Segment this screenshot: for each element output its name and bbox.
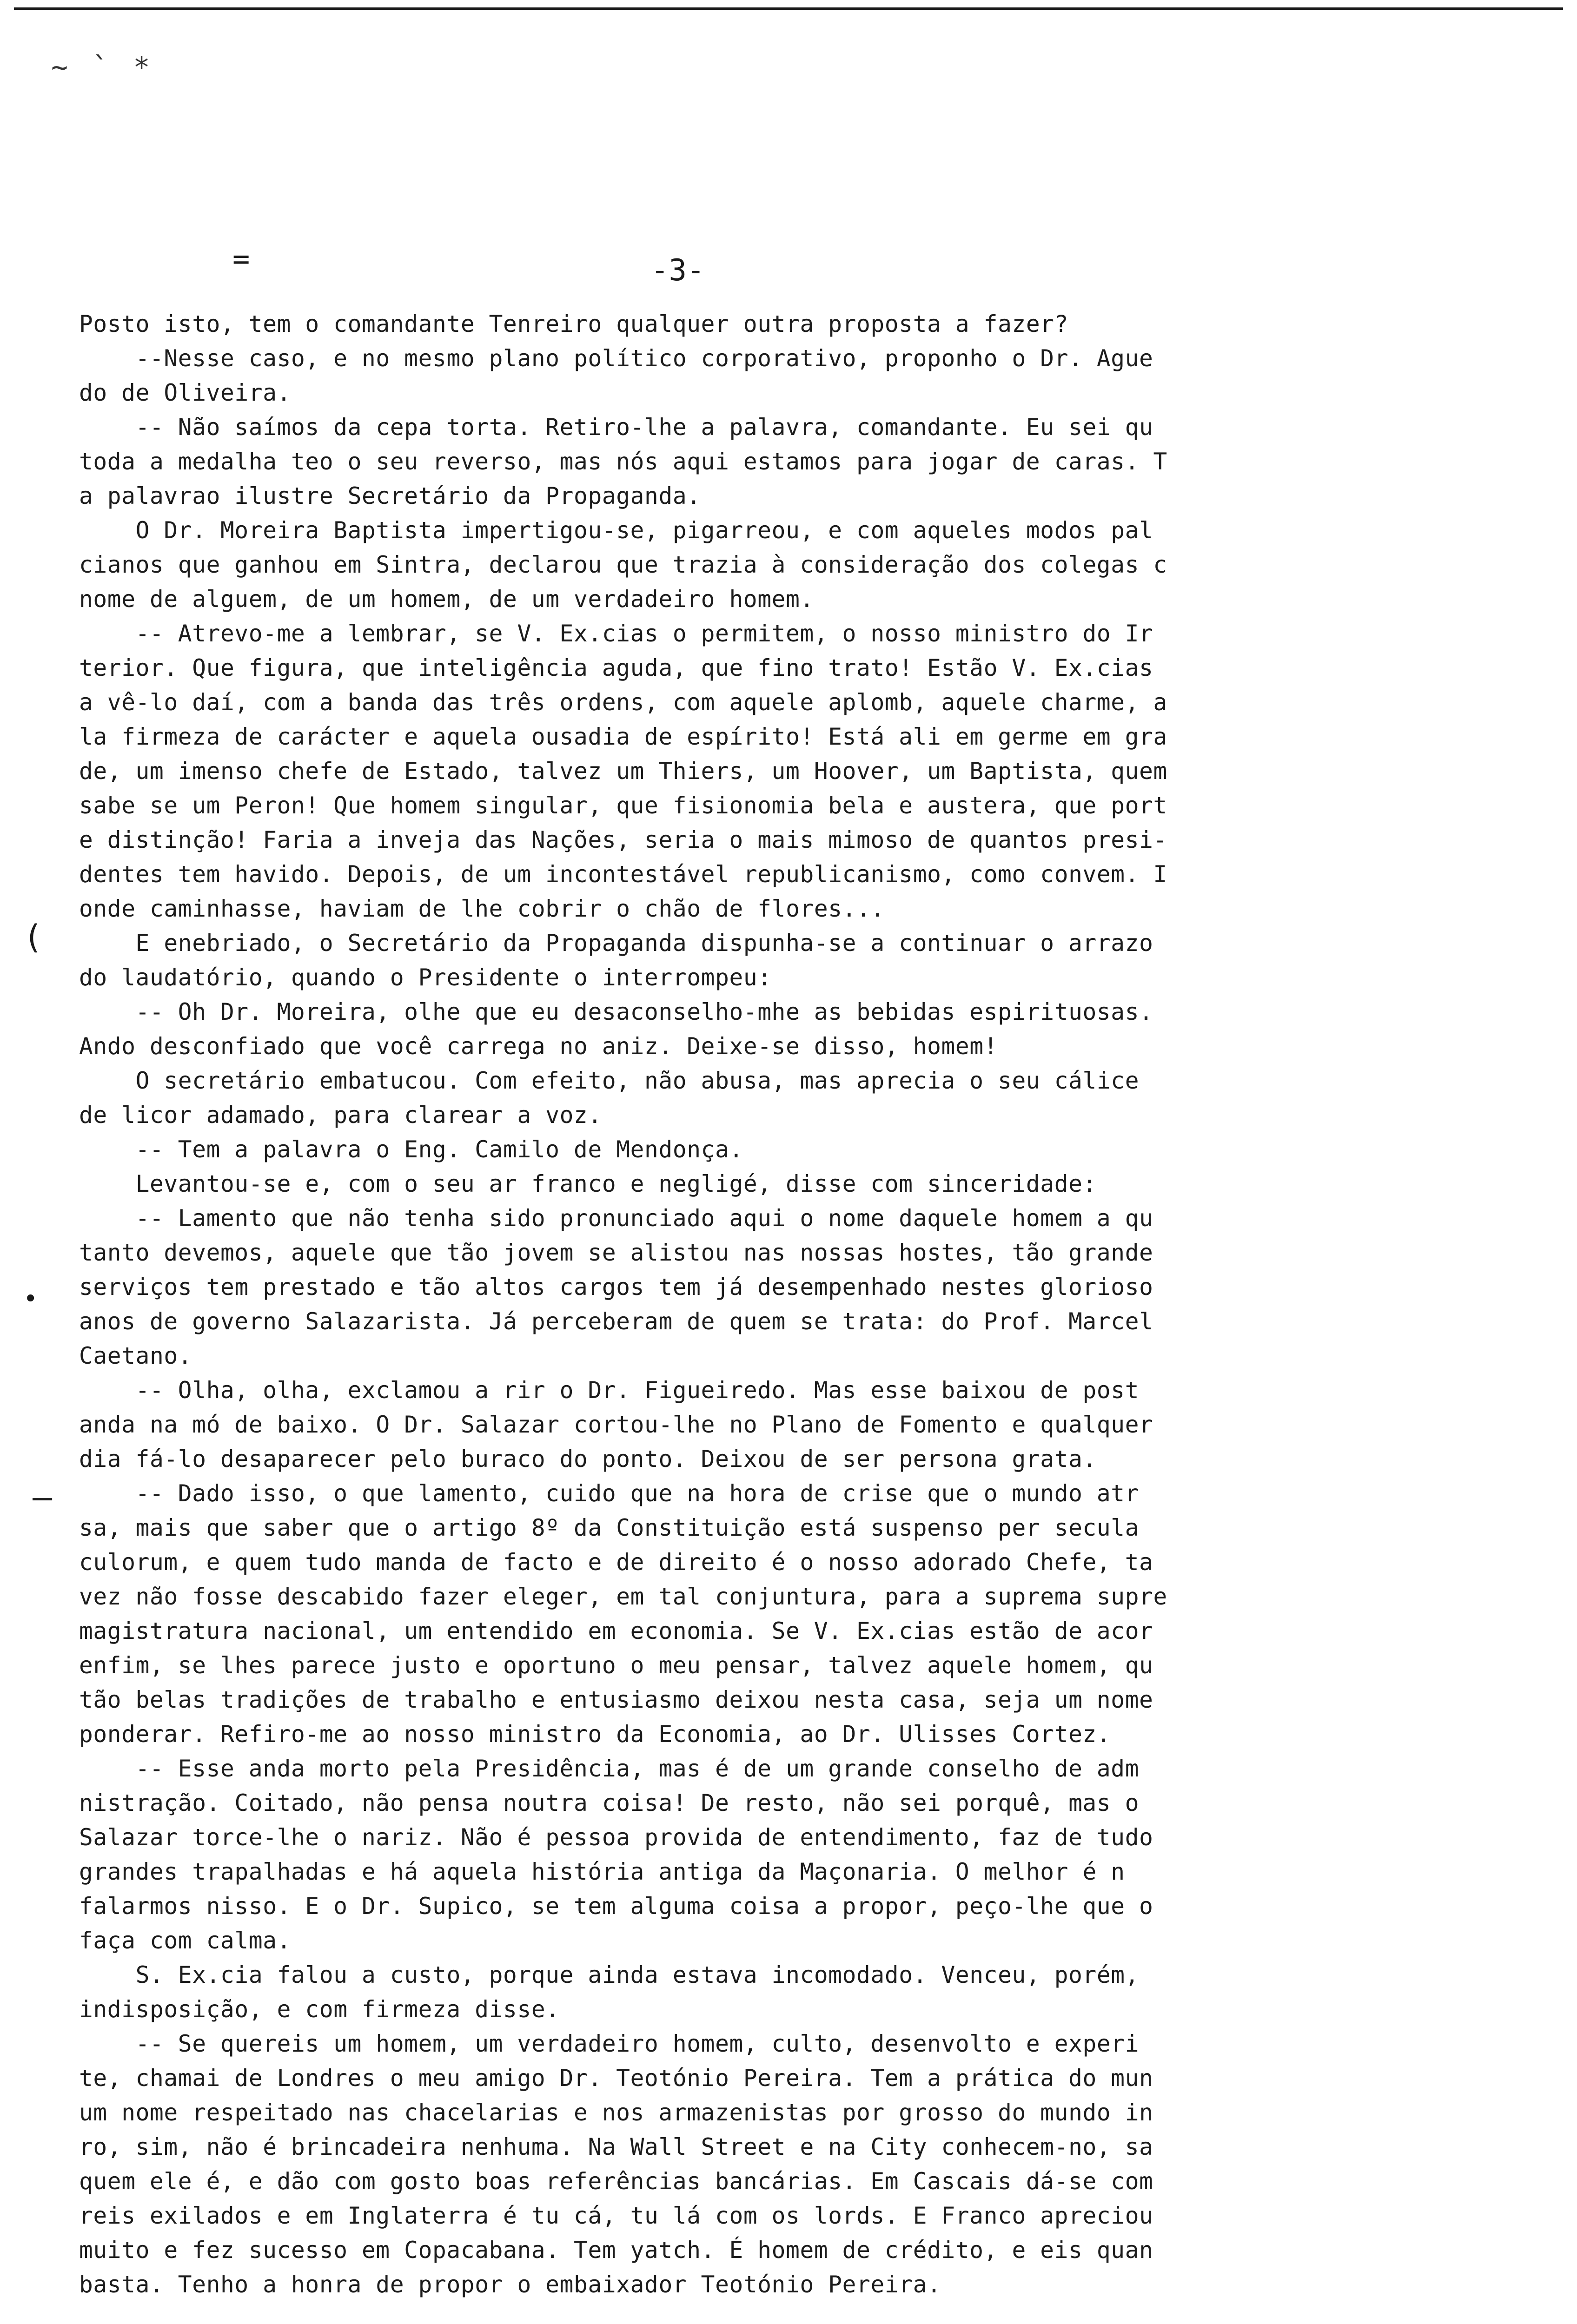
text-line: magistratura nacional, um entendido em economia. Se V. Ex.cias estão de acor [79, 1618, 1153, 1644]
text-line: vez não fosse descabido fazer eleger, em tal conjuntura, para a suprema supre [79, 1583, 1167, 1610]
text-line: --Nesse caso, e no mesmo plano político corporativo, proponho o Dr. Ague [79, 345, 1153, 372]
text-line: ponderar. Refiro-me ao nosso ministro da Economia, ao Dr. Ulisses Cortez. [79, 1721, 1111, 1748]
text-line: culorum, e quem tudo manda de facto e de direito é o nosso adorado Chefe, ta [79, 1549, 1153, 1576]
text-line: faça com calma. [79, 1927, 292, 1954]
text-line: tão belas tradições de trabalho e entusiasmo deixou nesta casa, seja um nome [79, 1686, 1153, 1713]
page-number: -3- [651, 253, 705, 288]
text-line: sabe se um Peron! Que homem singular, que fisionomia bela e austera, que port [79, 792, 1167, 819]
text-line: reis exilados e em Inglaterra é tu cá, tu lá com os lords. E Franco apreciou [79, 2202, 1153, 2229]
text-line: falarmos nisso. E o Dr. Supico, se tem alguma coisa a propor, peço-lhe que o [79, 1893, 1153, 1920]
text-line: nistração. Coitado, não pensa noutra coisa! De resto, não sei porquê, mas o [79, 1789, 1140, 1816]
text-line: Ando desconfiado que você carrega no aniz. Deixe-se disso, homem! [79, 1033, 998, 1060]
text-line: S. Ex.cia falou a custo, porque ainda estava incomodado. Venceu, porém, [79, 1961, 1140, 1988]
text-line: Salazar torce-lhe o nariz. Não é pessoa provida de entendimento, faz de tudo [79, 1824, 1153, 1851]
text-line: terior. Que figura, que inteligência aguda, que fino trato! Estão V. Ex.cias [79, 654, 1153, 681]
margin-mark: • [23, 1285, 38, 1313]
text-line: E enebriado, o Secretário da Propaganda dispunha-se a continuar o arrazo [79, 930, 1153, 957]
text-line: basta. Tenho a honra de propor o embaixador Teotónio Pereira. [79, 2271, 941, 2298]
top-mark: = [232, 242, 250, 276]
text-line: grandes trapalhadas e há aquela história antiga da Maçonaria. O melhor é n [79, 1858, 1125, 1885]
text-line: te, chamai de Londres o meu amigo Dr. Teotónio Pereira. Tem a prática do mun [79, 2065, 1153, 2092]
text-line: -- Esse anda morto pela Presidência, mas é de um grande conselho de adm [79, 1755, 1140, 1782]
margin-mark: ( [23, 918, 43, 956]
text-line: muito e fez sucesso em Copacabana. Tem yatch. É homem de crédito, e eis quan [79, 2237, 1153, 2264]
text-line: -- Atrevo-me a lembrar, se V. Ex.cias o permitem, o nosso ministro do Ir [79, 620, 1153, 647]
text-line: de, um imenso chefe de Estado, talvez um Thiers, um Hoover, um Baptista, quem [79, 758, 1167, 785]
text-line: -- Se quereis um homem, um verdadeiro homem, culto, desenvolto e experi [79, 2030, 1140, 2057]
text-line: -- Dado isso, o que lamento, cuido que na hora de crise que o mundo atr [79, 1480, 1140, 1507]
text-line: tanto devemos, aquele que tão jovem se alistou nas nossas hostes, tão grande [79, 1239, 1153, 1266]
text-line: enfim, se lhes parece justo e oportuno o meu pensar, talvez aquele homem, qu [79, 1652, 1153, 1679]
text-line: a vê-lo daí, com a banda das três ordens, com aquele aplomb, aquele charme, a [79, 689, 1167, 716]
page-top-edge [14, 7, 1563, 10]
text-line: la firmeza de carácter e aquela ousadia de espírito! Está ali em germe em gra [79, 723, 1167, 750]
text-line: anda na mó de baixo. O Dr. Salazar cortou-lhe no Plano de Fomento e qualquer [79, 1411, 1153, 1438]
text-line: -- Lamento que não tenha sido pronunciado aqui o nome daquele homem a qu [79, 1205, 1153, 1232]
text-line: e distinção! Faria a inveja das Nações, seria o mais mimoso de quantos presi- [79, 826, 1167, 853]
text-line: a palavrao ilustre Secretário da Propaganda. [79, 482, 701, 509]
text-line: toda a medalha teo o seu reverso, mas nós aqui estamos para jogar de caras. T [79, 448, 1167, 475]
text-line: O secretário embatucou. Com efeito, não abusa, mas aprecia o seu cálice [79, 1067, 1140, 1094]
text-line: um nome respeitado nas chacelarias e nos armazenistas por grosso do mundo in [79, 2099, 1153, 2126]
typewritten-text [79, 307, 1553, 2302]
text-line: do de Oliveira. [79, 379, 292, 406]
text-line: ro, sim, não é brincadeira nenhuma. Na Wall Street e na City conhecem-no, sa [79, 2133, 1153, 2160]
text-line: de licor adamado, para clarear a voz. [79, 1102, 602, 1129]
text-line: serviços tem prestado e tão altos cargos tem já desempenhado nestes glorioso [79, 1274, 1153, 1301]
text-line: -- Tem a palavra o Eng. Camilo de Mendonça. [79, 1136, 743, 1163]
text-line: nome de alguem, de um homem, de um verdadeiro homem. [79, 586, 814, 613]
margin-mark: — [33, 1478, 53, 1516]
text-line: indisposição, e com firmeza disse. [79, 1996, 560, 2023]
text-line: Posto isto, tem o comandante Tenreiro qualquer outra proposta a fazer? [79, 310, 1069, 337]
text-line: Caetano. [79, 1342, 192, 1369]
text-line: do laudatório, quando o Presidente o interrompeu: [79, 964, 772, 991]
text-line: anos de governo Salazarista. Já perceberam de quem se trata: do Prof. Marcel [79, 1308, 1153, 1335]
corner-mark: ~ ` * [51, 51, 154, 84]
text-line: -- Oh Dr. Moreira, olhe que eu desaconselho-mhe as bebidas espirituosas. [79, 998, 1153, 1025]
text-line: -- Olha, olha, exclamou a rir o Dr. Figueiredo. Mas esse baixou de post [79, 1377, 1140, 1404]
text-line: dentes tem havido. Depois, de um incontestável republicanismo, como convem. I [79, 861, 1167, 888]
text-line: sa, mais que saber que o artigo 8º da Constituição está suspenso per secula [79, 1514, 1140, 1541]
text-line: quem ele é, e dão com gosto boas referências bancárias. Em Cascais dá-se com [79, 2168, 1153, 2195]
text-line: O Dr. Moreira Baptista impertigou-se, pigarreou, e com aqueles modos pal [79, 517, 1153, 544]
text-line: onde caminhasse, haviam de lhe cobrir o chão de flores... [79, 895, 885, 922]
text-line: dia fá-lo desaparecer pelo buraco do ponto. Deixou de ser persona grata. [79, 1446, 1097, 1472]
text-line: -- Não saímos da cepa torta. Retiro-lhe a palavra, comandante. Eu sei qu [79, 414, 1153, 441]
text-line: Levantou-se e, com o seu ar franco e negligé, disse com sinceridade: [79, 1170, 1097, 1197]
text-line: cianos que ganhou em Sintra, declarou que trazia à consideração dos colegas c [79, 551, 1167, 578]
